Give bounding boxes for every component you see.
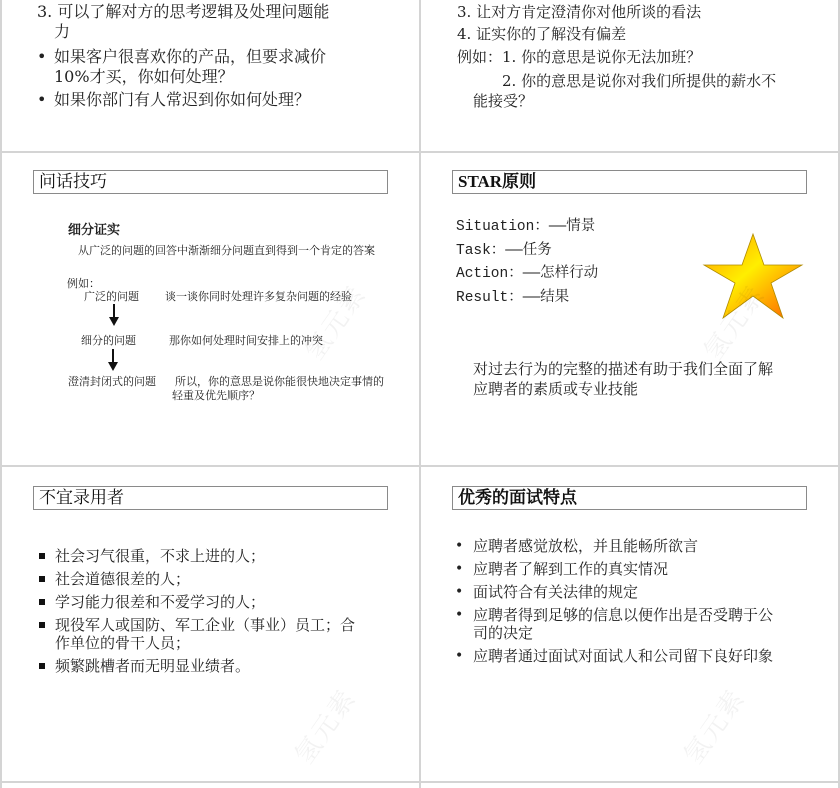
list-item: 频繁跳槽者而无明显业绩者。 [35,657,405,675]
numbered-line: 4. 证实你的了解没有偏差 [457,25,627,43]
list-item: 学习能力很差和不爱学习的人； [35,593,405,611]
down-arrow-icon [113,304,115,318]
step-example: 所以，你的意思是说你能很快地决定事情的 [175,375,384,388]
bullet-icon: • [455,648,464,664]
star-summary: 对过去行为的完整的描述有助于我们全面了解 [473,360,774,378]
step-example-cont: 轻重及优先顺序？ [172,389,260,402]
description: 从广泛的问题的回答中渐渐细分问题直到得到一个肯定的答案 [78,244,375,257]
watermark: 氢元素 [299,279,373,366]
slide-title: 不宜录用者 [33,486,388,510]
example-line-cont: 能接受？ [473,92,534,110]
bullet-text: 如果客户很喜欢你的产品，但要求减价 [54,47,327,66]
step-level: 广泛的问题 [84,290,139,303]
list-item: • 面试符合有关法律的规定 [455,583,639,601]
step-level: 细分的问题 [81,334,136,347]
bullet-dot: • [37,90,47,109]
good-interview-list [453,537,823,670]
square-bullet-icon [39,622,45,628]
numbered-line: 3. 让对方肯定澄清你对他所谈的看法 [457,3,702,21]
slide-top-right [421,0,838,151]
example-label: 例如： [67,277,100,290]
bullet-icon: • [455,538,464,554]
example-line: 2. 你的意思是说你对我们所提供的薪水不 [502,72,777,90]
slide-star [421,153,838,465]
square-bullet-icon [39,553,45,559]
bullet-dot: • [37,47,47,66]
slide-top-left [2,0,419,151]
example-line: 例如：1. 你的意思是说你无法加班？ [457,48,702,66]
step-example: 谈一谈你同时处理许多复杂问题的经验 [165,290,352,303]
bullet-text-cont: 10%才买，你如何处理？ [54,67,234,86]
row-divider-3 [0,781,840,783]
watermark: 氢元素 [698,279,772,366]
bullet-text: 如果你部门有人常迟到你如何处理？ [54,90,311,109]
watermark: 氢元素 [289,683,363,770]
slide-title: 优秀的面试特点 [452,486,807,510]
square-bullet-icon [39,663,45,669]
watermark: 氢元素 [678,683,752,770]
slide-good-interview [421,467,838,781]
unsuitable-list [35,547,405,680]
down-arrow-icon [112,349,114,363]
slide-question-skills [2,153,419,465]
star-icon [702,232,804,320]
star-summary-cont: 应聘者的素质或专业技能 [473,380,639,398]
star-item-result: Result：——结果 [456,290,570,306]
list-item: 现役军人或国防、军工企业（事业）员工；合 作单位的骨干人员； [35,616,405,652]
list-item: • 应聘者了解到工作的真实情况 [455,560,669,578]
list-item: • 应聘者感觉放松，并且能畅所欲言 [455,537,699,555]
bullet-icon: • [455,607,464,623]
numbered-line-cont: 力 [54,22,71,41]
step-level: 澄清封闭式的问题 [68,375,156,388]
step-example: 那你如何处理时间安排上的冲突 [169,334,323,347]
bullet-icon: • [455,584,464,600]
list-item: • 应聘者通过面试对面试人和公司留下良好印象 [455,647,774,665]
star-item-situation: Situation：——情景 [456,219,596,235]
list-item: 社会道德很差的人； [35,570,405,588]
list-item: 社会习气很重，不求上进的人； [35,547,405,565]
slide-unsuitable [2,467,419,781]
slide-title: STAR原则 [452,170,807,194]
star-item-task: Task：——任务 [456,243,552,259]
list-item: • 应聘者得到足够的信息以便作出是否受聘于公 司的决定 [455,606,774,642]
square-bullet-icon [39,576,45,582]
star-item-action: Action：——怎样行动 [456,266,599,282]
bullet-icon: • [455,561,464,577]
square-bullet-icon [39,599,45,605]
slide-title: 问话技巧 [33,170,388,194]
numbered-line: 3. 可以了解对方的思考逻辑及处理问题能 [37,2,330,21]
subtitle: 细分证实 [68,223,121,238]
